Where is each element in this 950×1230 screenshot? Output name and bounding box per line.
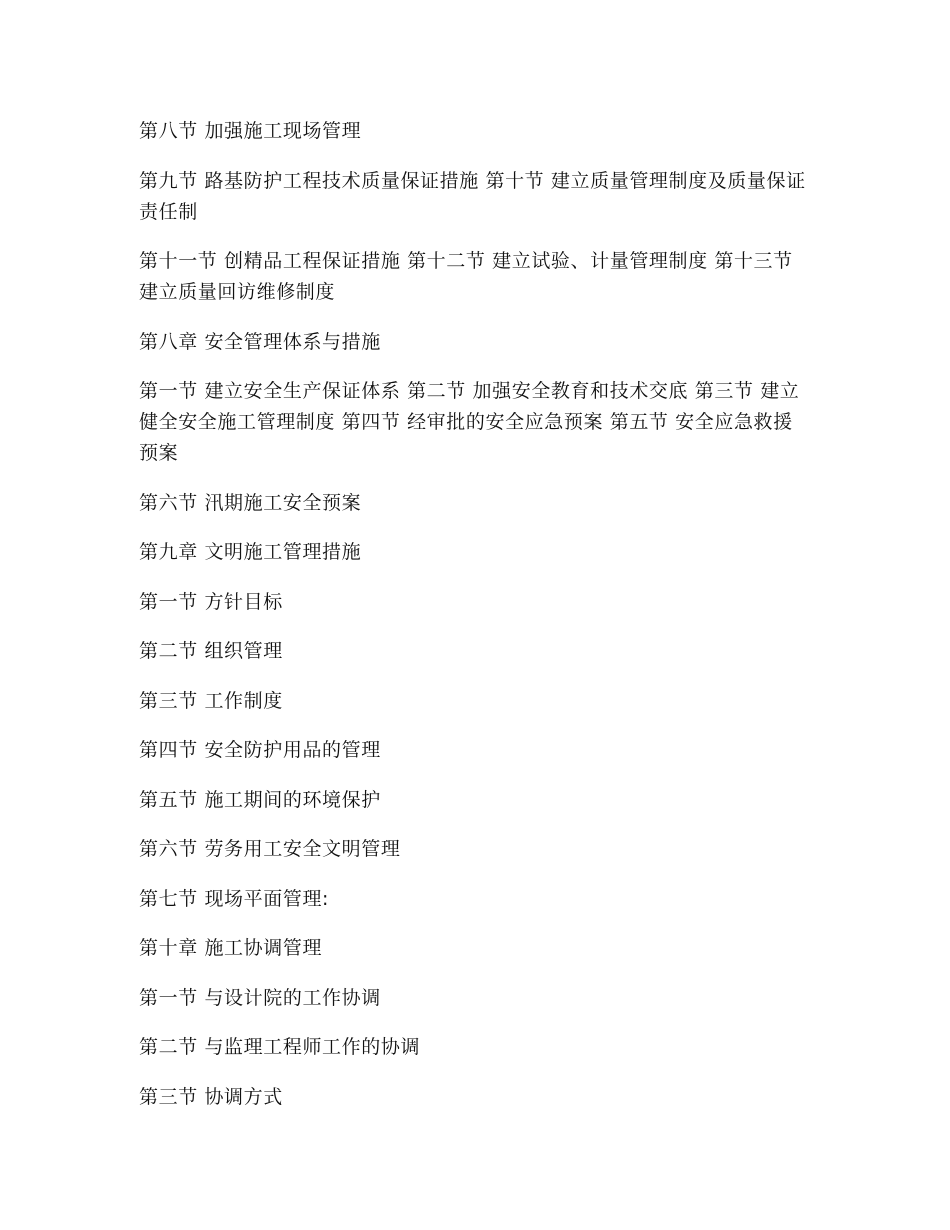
toc-line: 第五节 施工期间的环境保护: [139, 788, 381, 811]
chapter-heading: 第十章 施工协调管理: [139, 937, 323, 959]
toc-line: 第一节 与设计院的工作协调: [139, 986, 381, 1009]
toc-line: 第四节 安全防护用品的管理: [139, 739, 381, 761]
toc-line: 第二节 与监理工程师工作的协调: [139, 1036, 421, 1058]
toc-line: 第八节 加强施工现场管理: [139, 120, 362, 142]
toc-line: 第六节 劳务用工安全文明管理: [139, 838, 401, 860]
toc-line: 第七节 现场平面管理:: [139, 887, 330, 910]
toc-line: 第十一节 创精品工程保证措施 第十二节 建立试验、计量管理制度 第十三节 建立质量回访维修制度: [139, 250, 793, 303]
toc-line: 第六节 汛期施工安全预案: [139, 491, 362, 514]
toc-line: 第一节 方针目标: [139, 590, 283, 613]
toc-line: 第二节 组织管理: [139, 640, 283, 662]
chapter-heading: 第八章 安全管理体系与措施: [139, 330, 381, 353]
toc-line: 第三节 协调方式: [139, 1085, 283, 1108]
toc-line: 第一节 建立安全生产保证体系 第二节 加强安全教育和技术交底 第三节 建立健全安全施工管理制度 第四节 经审批的安全应急预案 第五节 安全应急救援预案: [139, 380, 800, 464]
toc-line: 第三节 工作制度: [139, 689, 283, 712]
toc-line: 第九节 路基防护工程技术质量保证措施 第十节 建立质量管理制度及质量保证责任制: [139, 169, 806, 223]
chapter-heading: 第九章 文明施工管理措施: [139, 541, 362, 563]
document-body: [139, 116, 811, 1131]
